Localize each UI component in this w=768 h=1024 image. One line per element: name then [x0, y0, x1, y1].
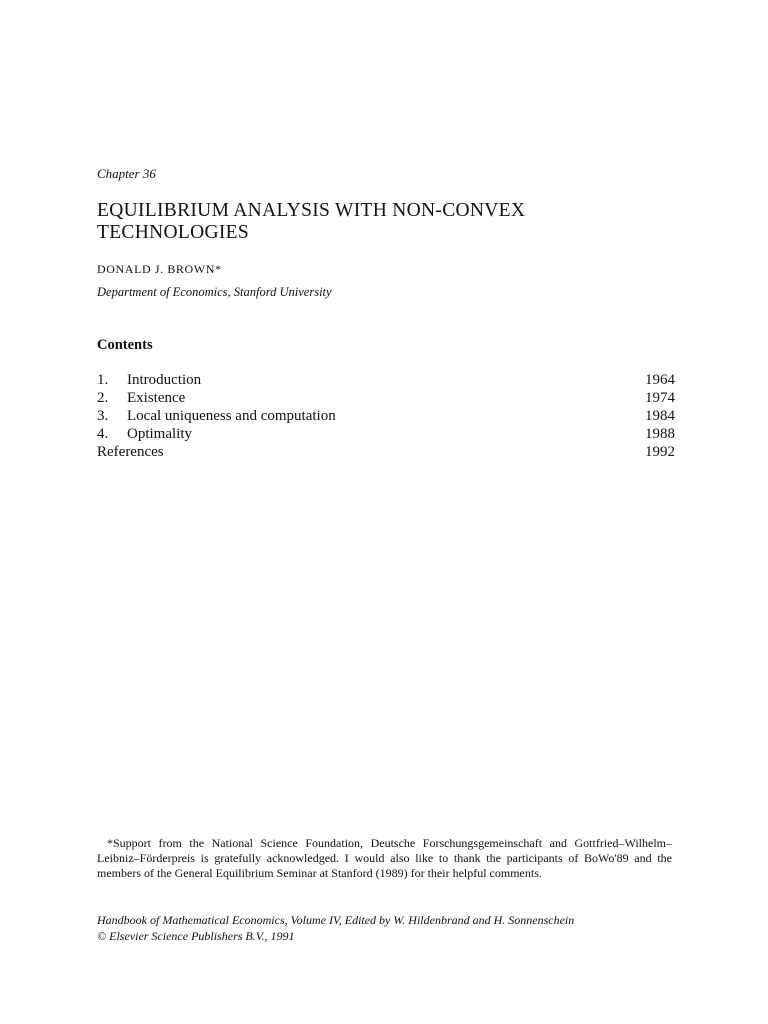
title-line-1: EQUILIBRIUM ANALYSIS WITH NON-CONVEX: [97, 200, 526, 221]
author-affiliation: Department of Economics, Stanford University: [97, 285, 332, 299]
toc-entry-number: 1.: [97, 372, 109, 388]
toc-entry-page: 1992: [645, 444, 675, 460]
toc-entry-label: References: [97, 444, 164, 460]
author-name: DONALD J. BROWN*: [97, 262, 222, 276]
toc-entry-label: Existence: [127, 390, 186, 406]
toc-entry-introduction: [97, 371, 675, 389]
toc-entry-page: 1974: [645, 390, 675, 406]
copyright-line: © Elsevier Science Publishers B.V., 1991: [97, 928, 295, 943]
publisher-info: [97, 913, 574, 944]
toc-entry-page: 1984: [645, 408, 675, 424]
toc-entry-number: 4.: [97, 426, 109, 442]
toc-entry-label: Introduction: [127, 372, 202, 388]
toc-entry-number: 3.: [97, 408, 109, 424]
toc-entry-number: 2.: [97, 390, 109, 406]
handbook-citation: Handbook of Mathematical Economics, Volume IV, Edited by W. Hildenbrand and H. Sonnenschein: [97, 913, 575, 927]
chapter-label: Chapter 36: [97, 166, 156, 181]
toc-entry-existence: [97, 389, 675, 407]
toc-entry-local-uniqueness: [97, 407, 675, 425]
chapter-title: [97, 200, 697, 244]
table-of-contents: [97, 371, 675, 461]
toc-entry-optimality: [97, 425, 675, 443]
acknowledgment-footnote: *Support from the National Science Foundation, Deutsche Forschungsgemeinschaft and Gottfried–Wilhelm–Leibniz–Förderpreis is gratefully acknowledged. I would also like to thank the participants of BoWo'89 and the members of the General Equilibrium Seminar at Stanford (1989) for their helpful comments.: [97, 836, 672, 880]
toc-entry-page: 1988: [645, 426, 675, 442]
contents-heading: Contents: [97, 337, 153, 353]
toc-entry-label: Local uniqueness and computation: [127, 408, 336, 424]
toc-entry-references: [97, 443, 675, 461]
toc-entry-label: Optimality: [127, 426, 192, 442]
title-line-2: TECHNOLOGIES: [97, 222, 250, 243]
toc-entry-page: 1964: [645, 372, 675, 388]
